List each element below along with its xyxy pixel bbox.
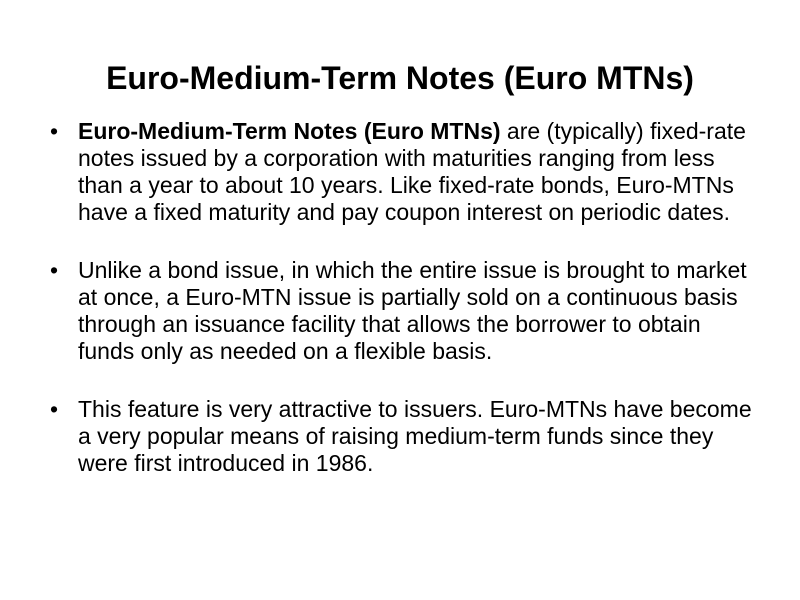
bullet-item bbox=[48, 257, 763, 365]
bullet-text: are (typically) fixed-rate notes issued by a corporation with maturities ranging from less than a year to about 10 years. Like fixed-rate bonds, Euro-MTNs have a fixed maturity and pay coupon interest on periodic dates. bbox=[78, 118, 746, 225]
bullet-dot: • bbox=[50, 257, 59, 283]
bullet-text: Unlike a bond issue, in which the entire issue is brought to market at once, a Euro-MTN issue is partially sold on a continuous basis through an issuance facility that allows the borrower to obtain funds only as needed on a flexible basis. bbox=[78, 257, 747, 364]
slide-title: Euro-Medium-Term Notes (Euro MTNs) bbox=[106, 60, 694, 96]
bullet-bold-lead: Euro-Medium-Term Notes (Euro MTNs) bbox=[78, 118, 501, 144]
bullet-list bbox=[48, 118, 763, 477]
bullet-text: This feature is very attractive to issuers. Euro-MTNs have become a very popular means of raising medium-term funds since they were first introduced in 1986. bbox=[78, 396, 752, 476]
bullet-item bbox=[48, 118, 763, 226]
bullet-dot: • bbox=[50, 396, 59, 422]
bullet-dot: • bbox=[50, 118, 59, 144]
bullet-item bbox=[48, 396, 763, 477]
